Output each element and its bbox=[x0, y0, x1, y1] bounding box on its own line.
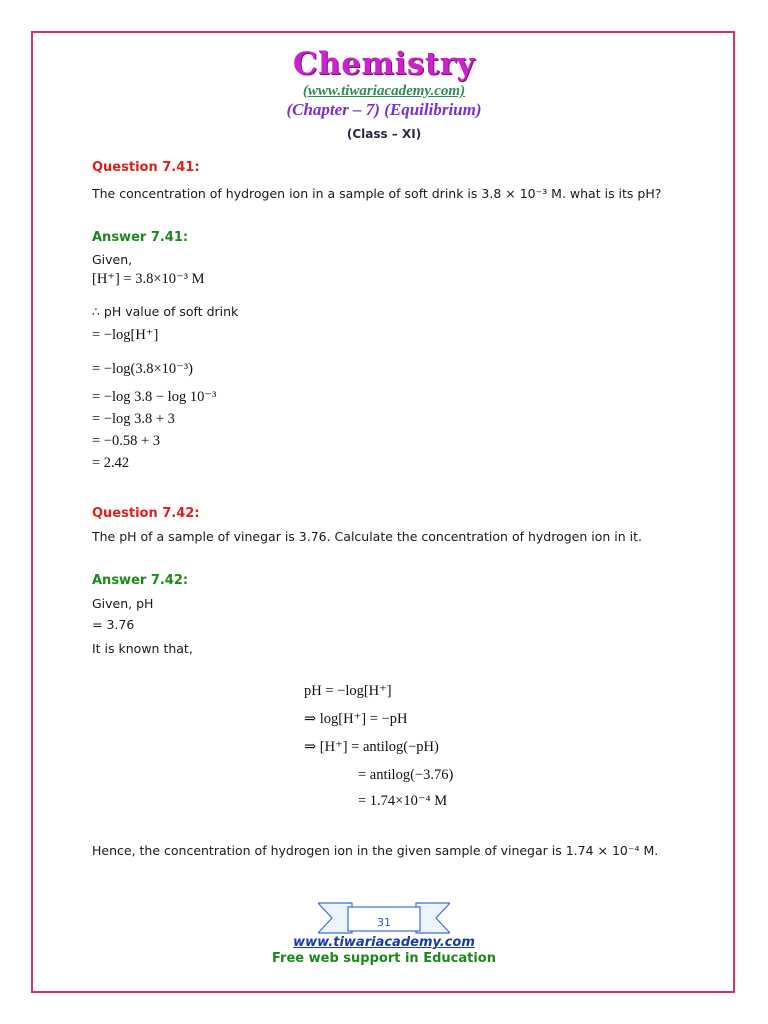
page-title: Chemistry bbox=[292, 46, 476, 82]
page-number: 31 bbox=[377, 916, 391, 929]
answer-7-41-step: = −log(3.8×10⁻³) bbox=[92, 361, 193, 377]
footer-site-link[interactable]: www.tiwariacademy.com bbox=[293, 935, 475, 950]
answer-7-42-step: pH = −log[H⁺] bbox=[304, 683, 392, 699]
class-label: (Class – XI) bbox=[346, 127, 422, 141]
answer-7-42-step: ⇒ [H⁺] = antilog(−pH) bbox=[304, 739, 439, 755]
answer-7-42-heading: Answer 7.42: bbox=[92, 573, 189, 588]
question-7-42-text: The pH of a sample of vinegar is 3.76. Calculate the concentration of hydrogen ion in it. bbox=[92, 529, 642, 544]
answer-7-42-result: = 1.74×10⁻⁴ M bbox=[358, 793, 448, 809]
footer-tagline: Free web support in Education bbox=[272, 951, 496, 966]
answer-7-42-step: = antilog(−3.76) bbox=[358, 767, 454, 783]
answer-7-41-given-equation: [H⁺] = 3.8×10⁻³ M bbox=[92, 271, 205, 287]
answer-7-41-therefore: ∴ pH value of soft drink bbox=[92, 304, 239, 319]
answer-7-41-heading: Answer 7.41: bbox=[92, 230, 189, 245]
answer-7-42-step: ⇒ log[H⁺] = −pH bbox=[304, 711, 408, 727]
answer-7-42-known: It is known that, bbox=[92, 641, 193, 656]
answer-7-41-step: = −log 3.8 + 3 bbox=[92, 411, 175, 427]
question-7-41-heading: Question 7.41: bbox=[92, 160, 200, 175]
question-7-42-heading: Question 7.42: bbox=[92, 506, 200, 521]
chapter-heading: (Chapter – 7) (Equilibrium) bbox=[286, 100, 482, 119]
answer-7-41-step: = −0.58 + 3 bbox=[92, 433, 161, 449]
header-site-link[interactable]: (www.tiwariacademy.com) bbox=[302, 83, 466, 99]
answer-7-42-given: Given, pH bbox=[92, 596, 154, 611]
answer-7-41-step: = −log[H⁺] bbox=[92, 327, 159, 343]
question-7-41-text: The concentration of hydrogen ion in a sample of soft drink is 3.8 × 10⁻³ M. what is its pH? bbox=[92, 186, 662, 201]
answer-7-41-result: = 2.42 bbox=[92, 455, 130, 471]
answer-7-41-given: Given, bbox=[92, 252, 133, 267]
answer-7-42-value: = 3.76 bbox=[92, 617, 135, 632]
answer-7-42-conclusion: Hence, the concentration of hydrogen ion in the given sample of vinegar is 1.74 × 10⁻⁴ M. bbox=[92, 843, 659, 858]
answer-7-41-step: = −log 3.8 − log 10⁻³ bbox=[92, 389, 217, 405]
